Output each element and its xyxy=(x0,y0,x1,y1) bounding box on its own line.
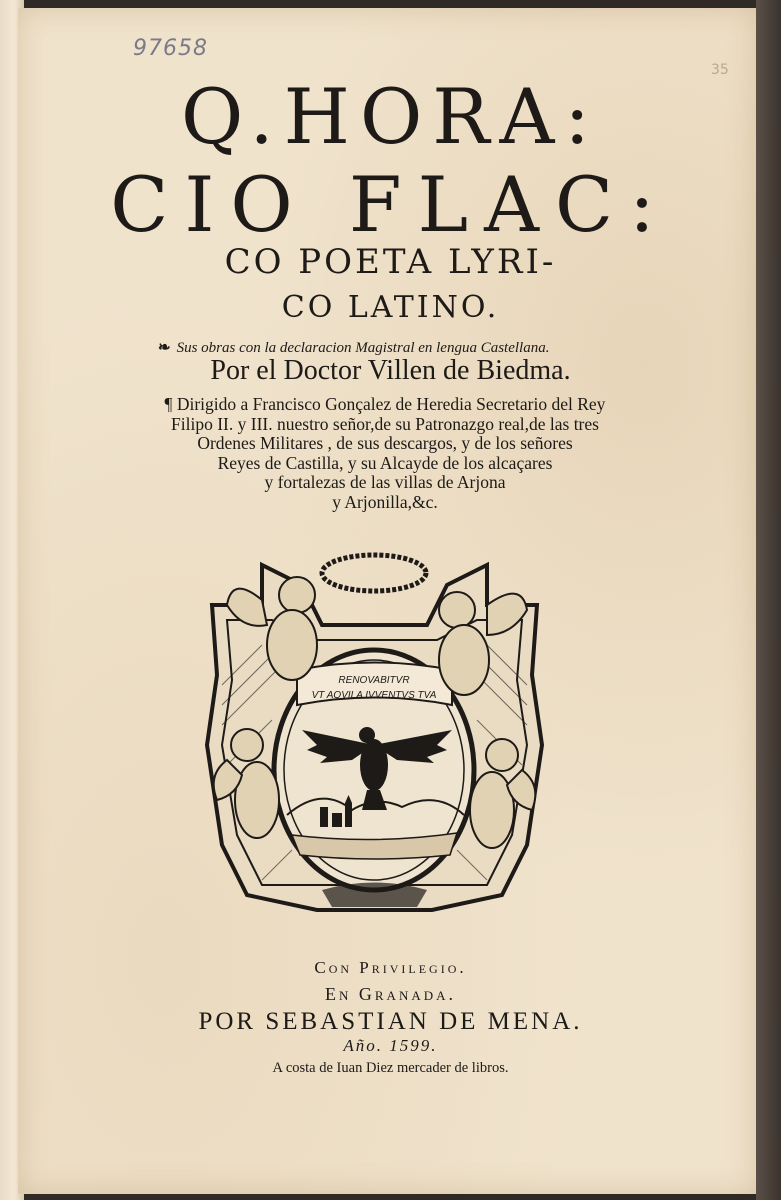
bookseller-line: A costa de Iuan Diez mercader de libros. xyxy=(272,1060,509,1076)
page-number: 35 xyxy=(711,62,729,78)
privilege-line: Con Privilegio. xyxy=(314,958,467,977)
dedication-line: Ordenes Militares , de sus descargos, y de los señores xyxy=(197,433,573,453)
author-line: Por el Doctor Villen de Biedma. xyxy=(210,355,571,386)
dedication-line: Reyes de Castilla, y su Alcayde de los alcaçares xyxy=(217,452,553,473)
printer-line: POR SEBASTIAN DE MENA. xyxy=(198,1008,583,1035)
shelfmark: 97658 xyxy=(133,36,208,61)
paragraph-mark-icon: ¶ xyxy=(164,394,173,414)
dedication xyxy=(130,395,640,512)
laurel-wreath xyxy=(322,555,426,591)
motto-line-2: VT AQVILA IVVENTVS TVA xyxy=(311,690,437,701)
dedication-line: ¶ Dirigido a Francisco Gonçalez de Heredia Secretario del Rey xyxy=(164,394,606,414)
title-line-3: CO POETA LYRI- xyxy=(224,242,557,282)
place-line: En Granada. xyxy=(325,984,456,1004)
year-line: Año. 1599. xyxy=(343,1036,438,1055)
subtitle-text: Sus obras con la declaracion Magistral en lengua Castellana. xyxy=(176,340,550,356)
title-line-1: Q.HORA: xyxy=(181,72,600,161)
printers-device-woodcut xyxy=(202,545,547,915)
title-line-2: CIO FLAC: xyxy=(110,160,671,249)
fleuron-icon: ❧ xyxy=(158,340,171,356)
dedication-line: y Arjonilla,&c. xyxy=(332,491,438,512)
title-line-4: CO LATINO. xyxy=(281,290,500,325)
dedication-line: Filipo II. y III. nuestro señor,de su Patronazgo real,de las tres xyxy=(171,413,599,434)
motto-line-1: RENOVABITVR xyxy=(338,675,410,686)
dedication-line: y fortalezas de las villas de Arjona xyxy=(264,472,506,492)
